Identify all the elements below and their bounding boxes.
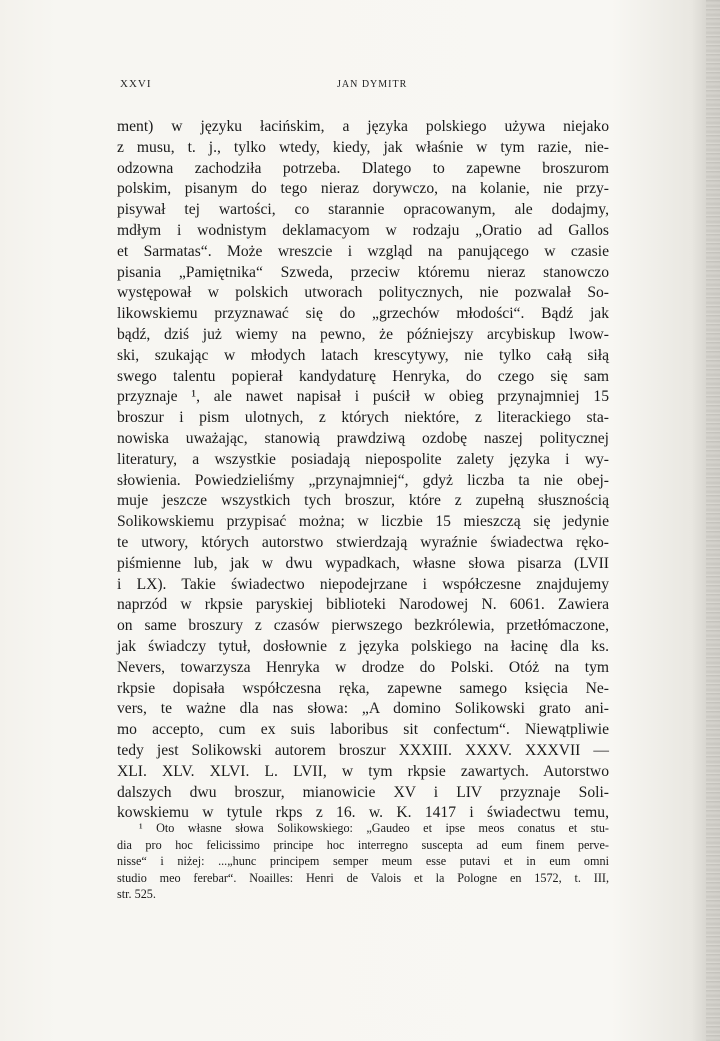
body-line: nowiska uważając, stanowią prawdziwą ozdobę naszej politycznej — [117, 429, 609, 447]
body-line: z musu, t. j., tylko wtedy, kiedy, jak właśnie w tym razie, nie- — [117, 138, 609, 156]
body-line: polskim, pisanym do tego nieraz dorywczo, na kolanie, nie przy- — [117, 180, 609, 198]
page-number: XXVI — [120, 78, 152, 90]
footnote-line: nisse“ i niżej: ...„hunc principem semper meum esse putavi et in eum omni — [117, 854, 609, 869]
body-line: kowskiemu w tytule rkps z 16. w. K. 1417 i świadectwu temu, — [117, 804, 609, 822]
body-line: i LX). Takie świadectwo niepodejrzane i współczesne znajdujemy — [117, 575, 609, 593]
body-line: przyznaje ¹, ale nawet napisał i puścił w obieg przynajmniej 15 — [117, 388, 609, 406]
body-line: et Sarmatas“. Może wreszcie i wzgląd na panującego w czasie — [117, 242, 609, 260]
body-line: broszur i pism ulotnych, z których niektóre, z literackiego sta- — [117, 409, 609, 427]
body-line: mdłym i wodnistym deklamacyom w rodzaju „Oratio ad Gallos — [117, 221, 609, 239]
footnote-line: studio meo ferebar“. Noailles: Henri de Valois et la Pologne en 1572, t. III, — [117, 870, 609, 885]
body-line: słowienia. Powiedzieliśmy „przynajmniej“, gdyż liczba ta nie obej- — [117, 471, 609, 489]
footnote-line: dia pro hoc felicissimo principe hoc interregno suscepta ad eum finem perve- — [117, 837, 609, 852]
body-text — [117, 117, 609, 824]
body-line: dalszych dwu broszur, mianowicie XV i LIV przyznaje Soli- — [117, 783, 609, 801]
body-line: piśmienne lub, jak w dwu wypadkach, własne słowa pisarza (LVII — [117, 554, 609, 572]
page-edge-shadow — [706, 0, 720, 1041]
body-line: występował w polskich utworach politycznych, nie pozwalał So- — [117, 284, 609, 302]
footnotes — [117, 820, 609, 903]
body-line: likowskiemu przyznawać się do „grzechów młodości“. Bądź jak — [117, 305, 609, 323]
footnote-line: ¹ Oto własne słowa Solikowskiego: „Gaudeo et ipse meos conatus et stu- — [139, 821, 609, 835]
body-line: vers, te ważne dla nas słowa: „A domino Solikowski grato ani- — [117, 700, 609, 718]
body-line: Solikowskiemu przypisać można; w liczbie 15 mieszczą się jedynie — [117, 513, 609, 531]
body-line: odzowna zachodziła potrzeba. Dlatego to zapewne broszurom — [117, 159, 609, 177]
body-line: jak świadczy tytuł, dosłownie z języka polskiego na łacinę dla ks. — [117, 637, 609, 655]
body-line: bądź, dziś już wiemy na pewno, że późniejszy arcybiskup lwow- — [117, 325, 609, 343]
body-line: Nevers, towarzysza Henryka w drodze do Polski. Otóż na tym — [117, 658, 609, 676]
body-line: swego talentu popierał kandydaturę Henryka, do czego się sam — [117, 367, 609, 385]
body-line: te utwory, których autorstwo stwierdzają wyraźnie świadectwa ręko- — [117, 533, 609, 551]
body-line: literatury, a wszystkie posiadają niepospolite zalety języka i wy- — [117, 450, 609, 468]
page-header — [120, 78, 600, 96]
body-line: XLI. XLV. XLVI. L. LVII, w tym rkpsie zawartych. Autorstwo — [117, 762, 609, 780]
footnote-line: str. 525. — [117, 887, 156, 902]
body-line: pisywał tej wartości, co starannie opracowanym, ale dodajmy, — [117, 201, 609, 219]
body-line: tedy jest Solikowski autorem broszur XXXIII. XXXV. XXXVII — — [117, 741, 609, 759]
body-line: muje jeszcze wszystkich tych broszur, które z zupełną słusznością — [117, 492, 609, 510]
body-line: ment) w języku łacińskim, a języka polskiego używa niejako — [117, 118, 609, 135]
body-line: mo accepto, cum ex suis laboribus sit confectum“. Niewątpliwie — [117, 721, 609, 739]
body-line: naprzód w rkpsie paryskiej biblioteki Narodowej N. 6061. Zawiera — [117, 596, 609, 614]
body-line: ski, szukając w młodych latach krescytywy, nie tylko całą siłą — [117, 346, 609, 364]
body-line: on same broszury z czasów pierwszego bezkrólewia, przetłómaczone, — [117, 617, 609, 635]
body-line: pisania „Pamiętnika“ Szweda, przeciw któremu nieraz stanowczo — [117, 263, 609, 281]
running-title: JAN DYMITR — [337, 79, 408, 90]
body-line: rkpsie dopisała współczesna ręka, zapewne samego księcia Ne- — [117, 679, 609, 697]
